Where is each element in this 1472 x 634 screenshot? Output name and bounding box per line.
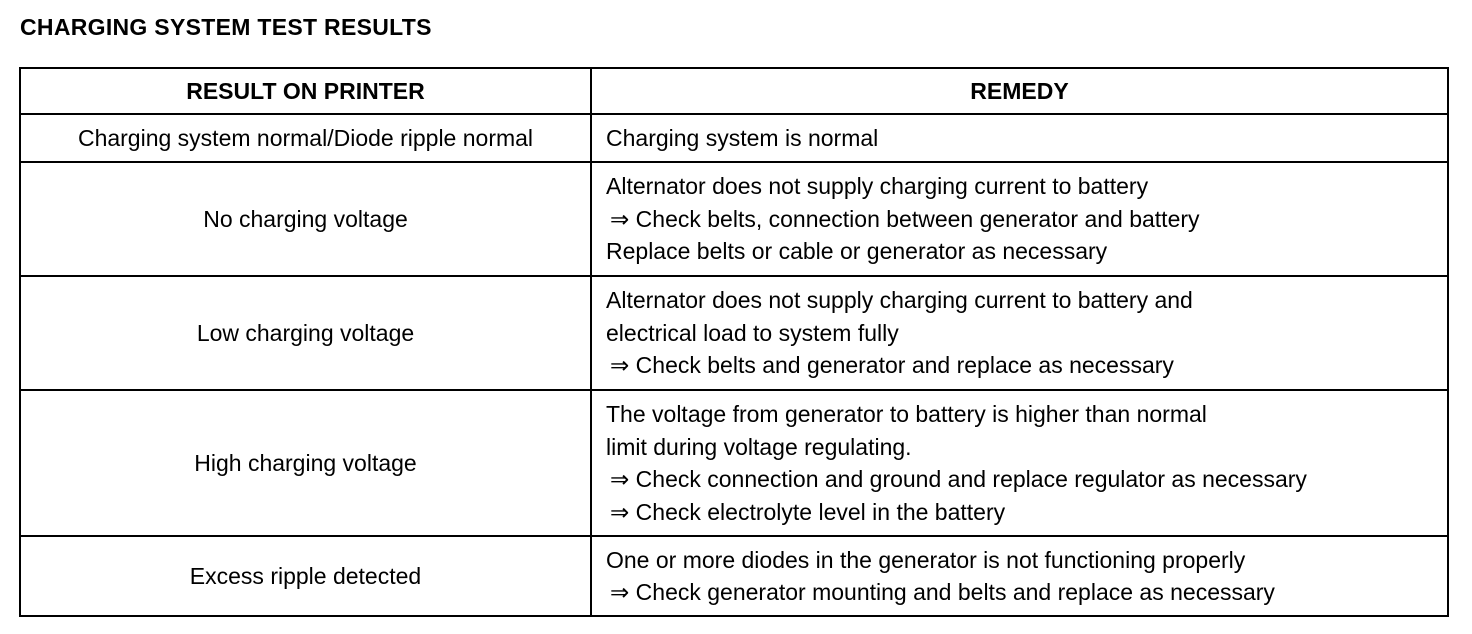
result-cell: No charging voltage	[20, 162, 591, 276]
remedy-action-line: ⇒ Check belts, connection between generator and battery	[610, 205, 1200, 232]
remedy-line: Alternator does not supply charging current to battery and	[606, 287, 1193, 314]
remedy-line: One or more diodes in the generator is not functioning properly	[606, 546, 1246, 573]
table-header-row	[20, 68, 1448, 114]
remedy-line: The voltage from generator to battery is higher than normal	[606, 401, 1207, 427]
remedy-action-line: ⇒ Check belts and generator and replace as necessary	[610, 352, 1174, 379]
remedy-cell	[591, 390, 1448, 536]
test-results-table	[19, 67, 1449, 617]
column-header-remedy: REMEDY	[591, 68, 1448, 114]
remedy-line: electrical load to system fully	[606, 319, 899, 346]
table-row	[20, 162, 1448, 276]
result-cell: High charging voltage	[20, 390, 591, 536]
table-row	[20, 536, 1448, 616]
remedy-cell	[591, 114, 1448, 162]
remedy-line: Charging system is normal	[606, 124, 879, 151]
remedy-action-line: ⇒ Check electrolyte level in the battery	[610, 498, 1006, 525]
remedy-cell	[591, 162, 1448, 276]
table-row	[20, 390, 1448, 536]
remedy-action-line: ⇒ Check generator mounting and belts and replace as necessary	[610, 579, 1275, 605]
result-cell: Excess ripple detected	[20, 536, 591, 616]
remedy-line: Alternator does not supply charging current to battery	[606, 173, 1149, 200]
column-header-result: RESULT ON PRINTER	[20, 68, 591, 114]
remedy-line: limit during voltage regulating.	[606, 433, 912, 460]
table-row	[20, 114, 1448, 162]
remedy-action-line: ⇒ Check connection and ground and replace regulator as necessary	[610, 466, 1307, 492]
result-cell: Low charging voltage	[20, 276, 591, 390]
remedy-cell	[591, 276, 1448, 390]
page-title: CHARGING SYSTEM TEST RESULTS	[20, 14, 432, 40]
table-row	[20, 276, 1448, 390]
result-cell: Charging system normal/Diode ripple normal	[20, 114, 591, 162]
remedy-line: Replace belts or cable or generator as necessary	[606, 238, 1108, 265]
remedy-cell	[591, 536, 1448, 616]
